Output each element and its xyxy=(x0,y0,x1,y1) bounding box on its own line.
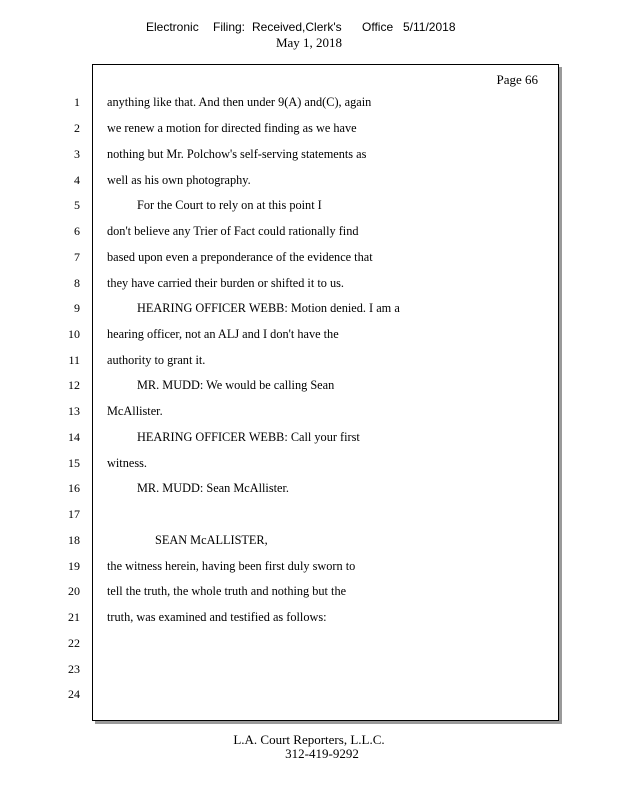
line-number: 7 xyxy=(74,250,80,264)
header-filing: Filing: xyxy=(213,20,246,34)
line-text: truth, was examined and testified as follows: xyxy=(107,610,327,624)
transcript-line xyxy=(0,276,618,302)
transcript-line xyxy=(0,507,618,533)
transcript-line xyxy=(0,198,618,224)
transcript-line xyxy=(0,353,618,379)
transcript-line xyxy=(0,404,618,430)
line-number: 22 xyxy=(68,636,80,650)
transcript-line xyxy=(0,430,618,456)
line-number: 8 xyxy=(74,276,80,290)
reporter-phone: 312-419-9292 xyxy=(285,746,359,761)
transcript-line xyxy=(0,327,618,353)
transcript-line xyxy=(0,173,618,199)
line-text: nothing but Mr. Polchow's self-serving statements as xyxy=(107,147,367,161)
line-text: For the Court to rely on at this point I xyxy=(137,198,322,212)
line-text: well as his own photography. xyxy=(107,173,251,187)
line-number: 16 xyxy=(68,481,80,495)
reporter-company: L.A. Court Reporters, L.L.C. xyxy=(233,732,385,747)
line-number: 2 xyxy=(74,121,80,135)
line-number: 23 xyxy=(68,662,80,676)
header-filing-date: 5/11/2018 xyxy=(403,20,456,34)
transcript-line xyxy=(0,456,618,482)
transcript-line xyxy=(0,610,618,636)
line-text: McAllister. xyxy=(107,404,163,418)
line-text: hearing officer, not an ALJ and I don't have the xyxy=(107,327,339,341)
line-number: 9 xyxy=(74,301,80,315)
line-text: we renew a motion for directed finding as we have xyxy=(107,121,357,135)
line-text: SEAN McALLISTER, xyxy=(155,533,268,547)
line-number: 12 xyxy=(68,378,80,392)
line-number: 15 xyxy=(68,456,80,470)
line-number: 18 xyxy=(68,533,80,547)
line-number: 11 xyxy=(68,353,80,367)
line-number: 14 xyxy=(68,430,80,444)
transcript-line xyxy=(0,250,618,276)
line-number: 21 xyxy=(68,610,80,624)
line-number: 3 xyxy=(74,147,80,161)
transcript-line xyxy=(0,301,618,327)
transcript-line xyxy=(0,559,618,585)
line-number: 20 xyxy=(68,584,80,598)
transcript-line xyxy=(0,95,618,121)
transcript-line xyxy=(0,121,618,147)
line-text: HEARING OFFICER WEBB: Motion denied. I am a xyxy=(137,301,400,315)
line-text: HEARING OFFICER WEBB: Call your first xyxy=(137,430,360,444)
page-number: Page 66 xyxy=(496,72,538,87)
transcript-date: May 1, 2018 xyxy=(275,35,343,50)
transcript-line xyxy=(0,584,618,610)
line-number: 24 xyxy=(68,687,80,701)
transcript-line xyxy=(0,378,618,404)
line-text: authority to grant it. xyxy=(107,353,206,367)
line-text: based upon even a preponderance of the evidence that xyxy=(107,250,373,264)
line-text: witness. xyxy=(107,456,147,470)
line-number: 19 xyxy=(68,559,80,573)
line-text: don't believe any Trier of Fact could rationally find xyxy=(107,224,359,238)
line-text: tell the truth, the whole truth and nothing but the xyxy=(107,584,347,598)
transcript-line xyxy=(0,636,618,662)
line-number: 10 xyxy=(68,327,80,341)
transcript-line xyxy=(0,147,618,173)
line-number: 5 xyxy=(74,198,80,212)
line-number: 13 xyxy=(68,404,80,418)
line-number: 1 xyxy=(74,95,80,109)
transcript-line xyxy=(0,481,618,507)
line-text: the witness herein, having been first duly sworn to xyxy=(107,559,356,573)
header-office: Office xyxy=(362,20,394,34)
line-number: 6 xyxy=(74,224,80,238)
header-electronic: Electronic xyxy=(146,20,199,34)
line-number: 4 xyxy=(74,173,80,187)
line-number: 17 xyxy=(68,507,80,521)
line-text: they have carried their burden or shifted it to us. xyxy=(107,276,344,290)
line-text: MR. MUDD: We would be calling Sean xyxy=(137,378,335,392)
header-received: Received,Clerk's xyxy=(252,20,342,34)
reporter-footer xyxy=(0,733,618,761)
transcript-line xyxy=(0,533,618,559)
transcript-line xyxy=(0,687,618,713)
line-text: anything like that. And then under 9(A) and(C), again xyxy=(107,95,372,109)
transcript-line xyxy=(0,662,618,688)
transcript-line xyxy=(0,224,618,250)
line-text: MR. MUDD: Sean McAllister. xyxy=(137,481,289,495)
